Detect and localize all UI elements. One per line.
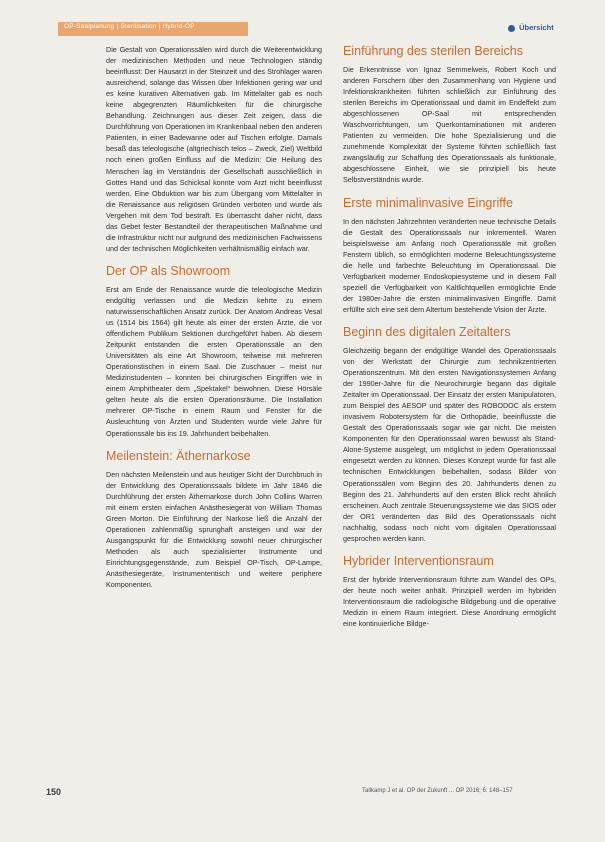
header-section-label: OP-Saalplanung | Sterilisation | Hybrid-OP xyxy=(64,23,195,30)
paragraph-showroom: Erst am Ende der Renaissance wurde die teleologische Medizin endgültig verlassen und die Medizin kehrte zu einem naturwissenschaftlichen Ansatz zurück. Der Anatom Andreas Vesal us (1514 bis 1564) gilt heute als einer der ersten Ärzte, die vor öffentlichem Publikum Sektionen durchgeführt haben. Ab diesem Zeitpunkt entstanden die ersten Operationssäle an den Universitäten als eine Art Showroom, teilweise mit mehreren Operationstischen in einem Saal. Die Zuschauer – meist nur Medizinstudenten – konnten bei chirurgischen Eingriffen wie in einem Amphitheater dem „Spektakel“ beiwohnen. Diese Hörsäle gelten heute als die ersten Operationsräume. Die Installation mehrerer OP-Tische in einem Raum und Fenster für die Ausleuchtung von Ärzten und Studenten wurde viele Jahre für Operationssäle bis ins 19. Jahrhundert beibehalten. xyxy=(106,284,322,438)
left-column xyxy=(106,44,322,590)
footer-citation: Tallkamp J et al. OP der Zukunft ... OP 2016; 6: 148–157 xyxy=(362,788,513,794)
heading-showroom: Der OP als Showroom xyxy=(106,263,231,278)
paragraph-minimalinvasiv: In den nächsten Jahrzehnten veränderten neue technische Details die Gestalt des Operationssaals nur inkrementell. Waren beispielsweise am Anfang noch Operationssäle mit großen Fenstern üblich, so ermöglichten moderne Beleuchtungssysteme die helle und farbechte Beleuchtung im Operationssaal. Die Verfügbarkeit moderner Endoskopiesysteme und in diesem Fall speziell die Verfügbarkeit von Kaltlichtquellen ermöglichte Ende der 1980er-Jahre die ersten minimalinvasiven Eingriffe. Damit erfüllte sich eine seit dem Altertum bestehende Vision der Ärzte. xyxy=(343,216,556,314)
right-column xyxy=(343,44,556,629)
heading-minimalinvasiv: Erste minimalinvasive Eingriffe xyxy=(343,195,513,210)
heading-hybrider-raum: Hybrider Interventionsraum xyxy=(343,553,494,568)
paragraph-hybrider-raum: Erst der hybride Interventionsraum führte zum Wandel des OPs, der heute noch weiter anhält. Prinzipiell werden im hybriden Interventionsraum die radiologische Bildgebung und die operative Medizin in einem Raum integriert. Diese Anordnung ermöglicht eine kontinuierliche Bildge- xyxy=(343,574,556,628)
heading-steriler-bereich: Einführung des sterilen Bereichs xyxy=(343,44,523,58)
paragraph-digitales-zeitalter: Gleichzeitig begann der endgültige Wandel des Operationssaals von der Werkstatt der Chirurgie zum technikzentrierten Operationszentrum. Mit den ersten Navigationssystemen Anfang der 1990er-Jahre für die Neurochirurgie begann das digitale Zeitalter im Operationssaal. Der Einsatz der ersten Manipulatoren, zum Beispiel des AESOP und später des ROBODOC als erstem invasivem Robotersystem für die Orthopädie, beeinflusste die Gestalt des Operationssaals sogar wie gar nicht. Die meisten Komponenten für den Operationssaal waren bewusst als Stand-Alone-Systeme ausgelegt, um möglichst in jedem Operationssaal eingesetzt werden zu können. Dieses Konzept wurde für fast alle technischen Entwicklungen beibehalten, sodass Bilder von Operationssälen vom Beginn des 20. Jahrhunderts denen zu Beginn des 21. Jahrhunderts auf den ersten Blick recht ähnlich erscheinen. Auch zentrale Steuerungssysteme wie das SIOS oder der OR1 veränderten das Bild des Operationssaals nicht nachhaltig, sodass noch nicht vom digitalen Operationssaal gesprochen werden kann. xyxy=(343,345,556,543)
intro-paragraph: Die Gestalt von Operationssälen wird durch die Weiterentwicklung der medizinischen Methoden und neue Technologien ständig beeinflusst: Der Hausarzt in der Steinzeit und des Strohlager waren ausreichend, solange das Wissen über Infektionen gering war und es keine kurativen Alternativen gab. Im Mittelalter gab es noch keine abgegrenzten Räumlichkeiten für die chirurgische Behandlung. Zeichnungen aus dieser Zeit zeigen, dass die Durchführung von Operationen im Krankenbaal neben den anderen Patienten, in einer Badewanne oder auf Tischen erfolgte. Damals besaß das teleologische (altgriechisch telos – Zweck, Ziel) Weltbild noch einen großen Einfluss auf die Medizin: Die Heilung des Menschen lag im Verständnis der Gesellschaft ausschließlich in Gottes Hand und das Schicksal konnte vom Arzt nicht beeinflusst werden. Eine Obduktion war bis zum Übergang vom Mittelalter in die Renaissance aus religiösen Gründen verboten und wurde als Vergehen mit dem Tod bestraft. Es überrascht daher nicht, dass das Gebet fester Bestandteil der therapeutischen Maßnahme und die Infrastruktur nicht nur aufgrund des medizinischen Fachwissens und der technischen Möglichkeiten verhältnismäßig einfach war. xyxy=(106,45,322,253)
paragraph-aethernarkose: Den nächsten Meilenstein und aus heutiger Sicht der Durchbruch in der Entwicklung des Operationssaals bildete im Jahr 1846 die Durchführung der ersten Äthernarkose durch John Collins Warren mit einem ersten einfachen Anästhesiegerät von William Thomas Green Morton. Die Einführung der Narkose ließ die Anzahl der Operationen zahlenmäßig sprunghaft ansteigen und war der Ausgangspunkt für die Entwicklung sowohl neuer chirurgischer Methoden als auch spezialisierter Instrumente und Einrichtungsgegenstände, zum Beispiel OP-Tisch, OP-Lampe, Anästhesiegeräte, Instrumententisch und weitere periphere Komponenten. xyxy=(106,469,322,590)
header-category xyxy=(508,23,554,32)
page-number: 150 xyxy=(46,787,62,797)
category-dot-icon xyxy=(508,25,515,32)
heading-digitales-zeitalter: Beginn des digitalen Zeitalters xyxy=(343,324,511,339)
paragraph-steriler-bereich: Die Erkenntnisse von Ignaz Semmelweis, Robert Koch und anderen Forschern über den Zusammenhang von Hygiene und Infektionskrankheiten führten schließlich zur Einführung des sterilen Bereichs im Operationssaal und damit im Endeffekt zum abgeschlossenen OP-Saal mit entsprechenden Waschvorrichtungen, um Querkontaminationen mit anderen Patienten zu vermeiden. Die hohe Spezialisierung und die zunehmende Komplexität der Systeme führten schließlich fast zwangsläufig zur Schaffung des Operationssaals als funktionale, abgeschlossene Einheit, wie sie prinzipiell bis heute Selbstverständnis wurde. xyxy=(343,65,556,185)
header-category-label: Übersicht xyxy=(519,23,554,32)
heading-aethernarkose: Meilenstein: Äthernarkose xyxy=(106,448,251,463)
